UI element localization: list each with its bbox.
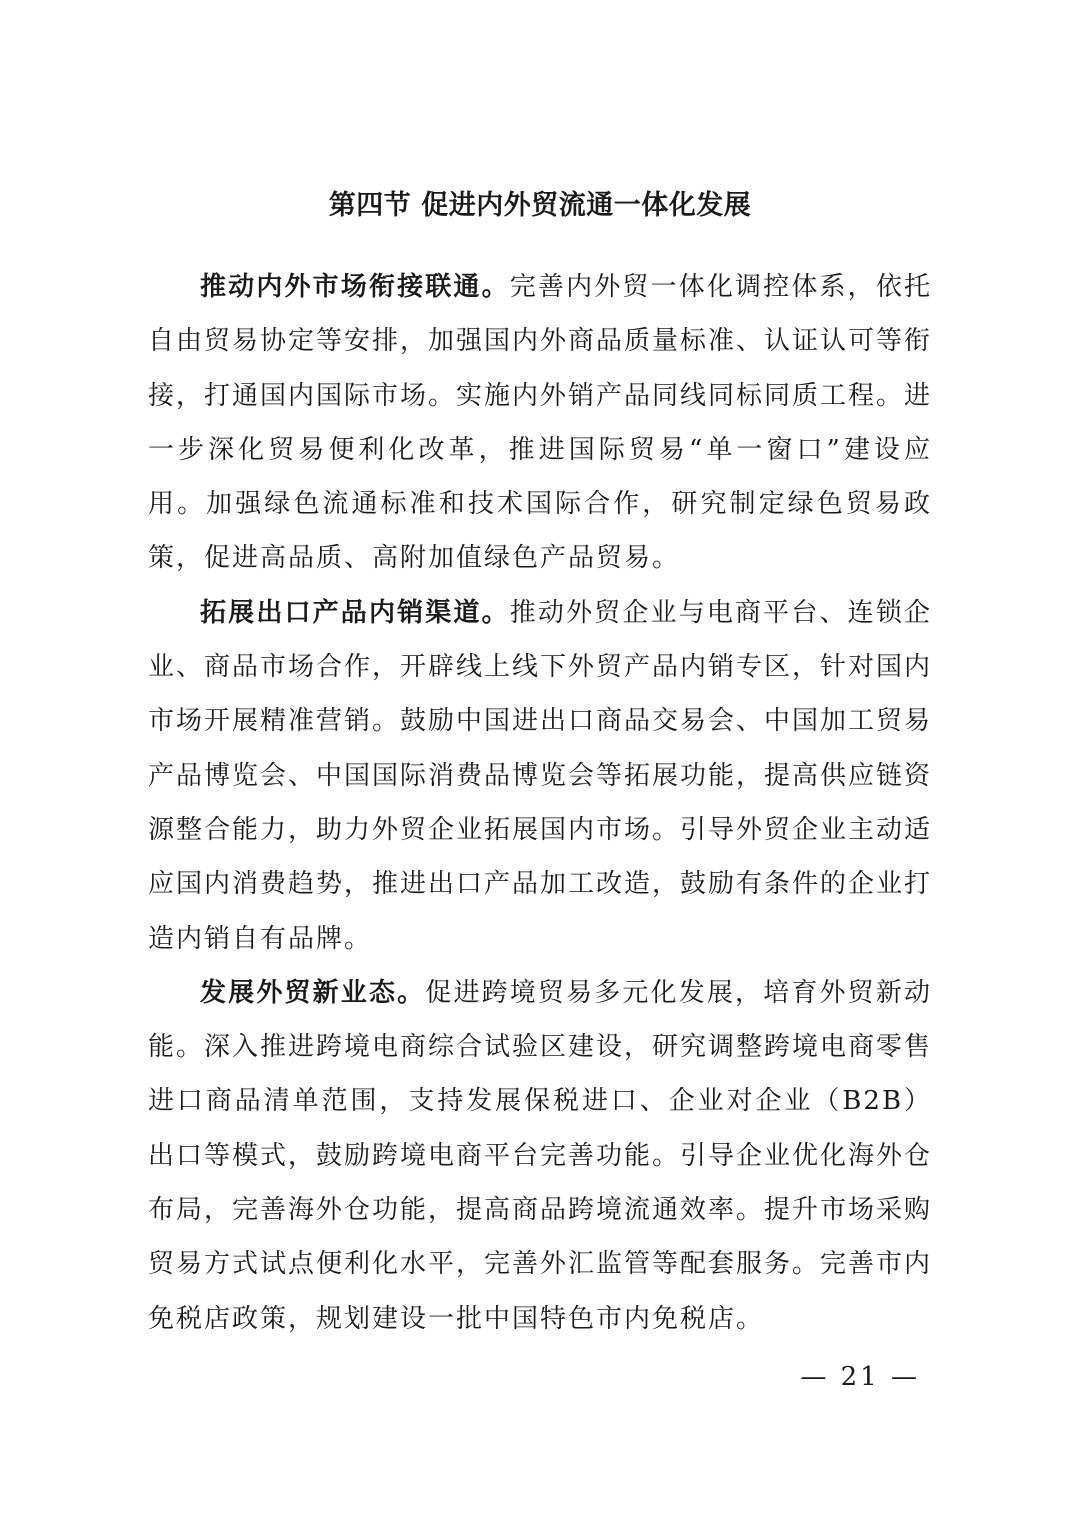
paragraph-domestic-sales	[148, 586, 932, 966]
paragraph-text: 完善内外贸一体化调控体系，依托自由贸易协定等安排，加强国内外商品质量标准、认证认可等衔接，打通国内国际市场。实施内外销产品同线同标同质工程。进一步深化贸易便利化改革，推进国际贸易“单一窗口”建设应用。加强绿色流通标准和技术国际合作，研究制定绿色贸易政策，促进高品质、高附加值绿色产品贸易。	[148, 272, 933, 574]
page-number: — 21 —	[800, 1362, 920, 1392]
paragraph-lead: 拓展出口产品内销渠道。	[200, 597, 510, 628]
paragraph-lead: 推动内外市场衔接联通。	[200, 272, 510, 302]
section-title: 第四节 促进内外贸流通一体化发展	[328, 190, 752, 221]
paragraph-text: 推动外贸企业与电商平台、连锁企业、商品市场合作，开辟线上线下外贸产品内销专区，针对国内市场开展精准营销。鼓励中国进出口商品交易会、中国加工贸易产品博览会、中国国际消费品博览会等拓展功能，提高供应链资源整合能力，助力外贸企业拓展国内市场。引导外贸企业主动适应国内消费趋势，推进出口产品加工改造，鼓励有条件的企业打造内销自有品牌。	[148, 597, 933, 954]
paragraph-market-linkage	[148, 260, 932, 586]
paragraph-lead: 发展外贸新业态。	[200, 977, 426, 1008]
body-text	[148, 260, 932, 1346]
paragraph-new-formats	[148, 966, 932, 1346]
paragraph-text: 促进跨境贸易多元化发展，培育外贸新动能。深入推进跨境电商综合试验区建设，研究调整跨境电商零售进口商品清单范围，支持发展保税进口、企业对企业（B2B）出口等模式，鼓励跨境电商平台完善功能。引导企业优化海外仓布局，完善海外仓功能，提高商品跨境流通效率。提升市场采购贸易方式试点便利化水平，完善外汇监管等配套服务。完善市内免税店政策，规划建设一批中国特色市内免税店。	[148, 977, 933, 1334]
